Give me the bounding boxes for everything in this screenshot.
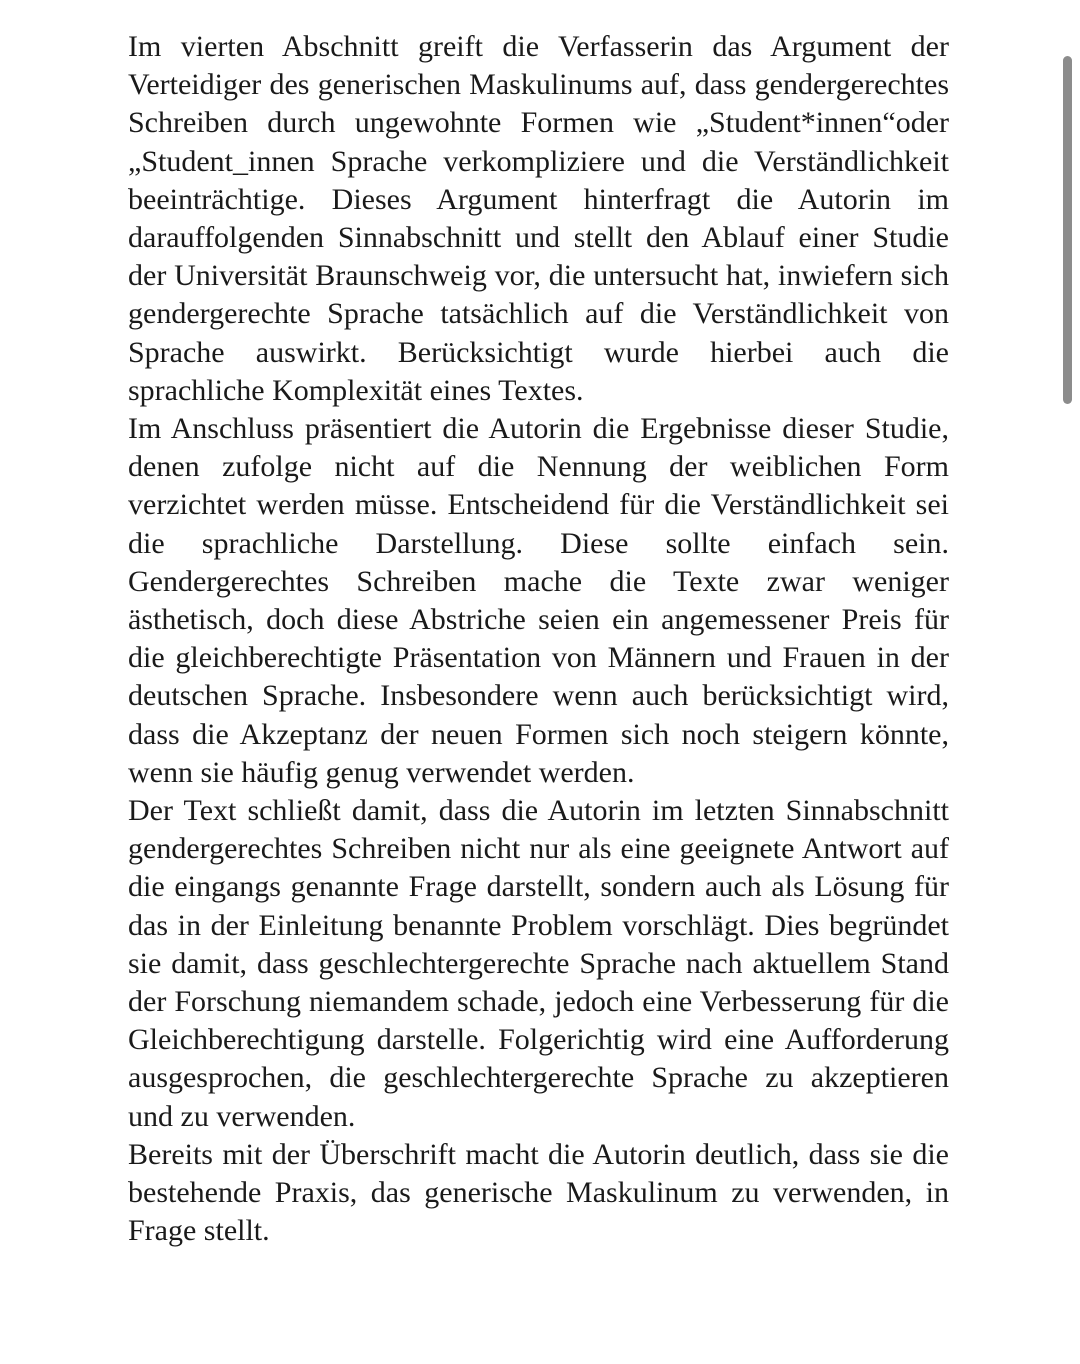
scrollbar-thumb[interactable]: [1063, 56, 1072, 404]
paragraph-2: Im Anschluss präsentiert die Autorin die Ergebnisse dieser Studie, denen zufolge nicht auf die Nennung der weiblichen Form verzichtet werden müsse. Entscheidend für die Verständlichkeit sei die sprachliche Darstellung. Diese sollte einfach sein. Gendergerechtes Schreiben mache die Texte zwar weniger ästhetisch, doch diese Abstriche seien ein angemessener Preis für die gleichberechtigte Präsentation von Männern und Frauen in der deutschen Sprache. Insbesondere wenn auch berücksichtigt wird, dass die Akzeptanz der neuen Formen sich noch steigern könnte, wenn sie häufig genug verwendet werden.: [128, 412, 949, 789]
paragraph-3: Der Text schließt damit, dass die Autorin im letzten Sinnabschnitt gendergerechtes Schreiben nicht nur als eine geeignete Antwort auf die eingangs genannte Frage darstellt, sondern auch als Lösung für das in der Einleitung benannte Problem vorschlägt. Dies begründet sie damit, dass geschlechtergerechte Sprache nach aktuellem Stand der Forschung niemandem schade, jedoch eine Verbesserung für die Gleichberechtigung darstelle. Folgerichtig wird eine Aufforderung ausgesprochen, die geschlechtergerechte Sprache zu akzeptieren und zu verwenden.: [128, 794, 949, 1133]
paragraph-4: Bereits mit der Überschrift macht die Autorin deutlich, dass sie die bestehende Praxis, das generische Maskulinum zu verwenden, in Frage stellt.: [128, 1137, 949, 1248]
document-body: [128, 28, 949, 1251]
paragraph-1: Im vierten Abschnitt greift die Verfasserin das Argument der Verteidiger des generischen Maskulinums auf, dass gendergerechtes Schreiben durch ungewohnte Formen wie „Student*innen“oder „Student_innen Sprache verkompliziere und die Verständlichkeit beeinträchtige. Dieses Argument hinterfragt die Autorin im darauffolgenden Sinnabschnitt und stellt den Ablauf einer Studie der Universität Braunschweig vor, die untersucht hat, inwiefern sich gendergerechte Sprache tatsächlich auf die Verständlichkeit von Sprache auswirkt. Berücksichtigt wurde hierbei auch die sprachliche Komplexität eines Textes.: [128, 30, 949, 407]
